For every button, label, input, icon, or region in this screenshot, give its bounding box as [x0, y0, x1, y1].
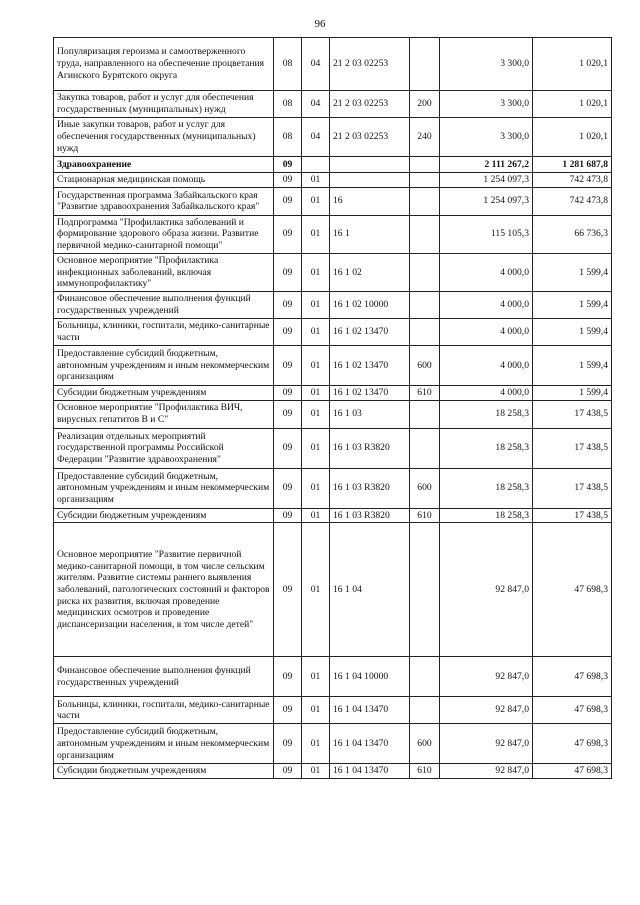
row-expense-type: 600	[410, 724, 440, 764]
row-target-article: 16 1 03 R3820	[330, 468, 410, 508]
row-target-article: 21 2 03 02253	[330, 38, 410, 91]
row-section: 09	[274, 253, 302, 291]
row-amount-planned: 1 254 097,3	[440, 187, 533, 215]
row-section: 08	[274, 118, 302, 157]
budget-table	[53, 37, 612, 779]
row-subsection: 01	[302, 657, 330, 697]
row-amount-executed: 47 698,3	[533, 523, 612, 657]
row-expense-type: 610	[410, 764, 440, 779]
row-subsection: 04	[302, 38, 330, 91]
page-number: 96	[314, 18, 326, 30]
row-name: Больницы, клиники, госпитали, медико-санитарные части	[54, 697, 274, 724]
row-subsection: 01	[302, 523, 330, 657]
row-section: 08	[274, 38, 302, 91]
row-section: 09	[274, 345, 302, 385]
table-row	[54, 118, 612, 157]
row-section: 09	[274, 508, 302, 523]
row-expense-type: 200	[410, 91, 440, 118]
row-target-article: 16 1 04	[330, 523, 410, 657]
row-expense-type	[410, 291, 440, 318]
row-expense-type	[410, 173, 440, 188]
row-expense-type	[410, 318, 440, 345]
row-name: Субсидии бюджетным учреждениям	[54, 385, 274, 400]
row-subsection: 01	[302, 253, 330, 291]
row-name: Реализация отдельных мероприятий государственной программы Российской Федерации "Развитие здравоохранения"	[54, 428, 274, 468]
row-subsection: 01	[302, 318, 330, 345]
table-row	[54, 318, 612, 345]
row-amount-executed: 47 698,3	[533, 697, 612, 724]
row-expense-type	[410, 523, 440, 657]
row-amount-planned: 18 258,3	[440, 468, 533, 508]
row-target-article: 16 1	[330, 215, 410, 253]
table-row	[54, 468, 612, 508]
table-row	[54, 291, 612, 318]
row-amount-planned: 18 258,3	[440, 428, 533, 468]
row-name: Государственная программа Забайкальского края "Развитие здравоохранения Забайкальского края"	[54, 187, 274, 215]
row-amount-executed: 17 438,5	[533, 468, 612, 508]
row-expense-type	[410, 428, 440, 468]
row-section: 09	[274, 291, 302, 318]
row-amount-executed: 17 438,5	[533, 428, 612, 468]
row-subsection: 04	[302, 118, 330, 157]
row-expense-type	[410, 215, 440, 253]
row-target-article: 16 1 02 13470	[330, 345, 410, 385]
row-expense-type	[410, 38, 440, 91]
row-target-article: 16 1 03 R3820	[330, 508, 410, 523]
row-name: Основное мероприятие "Развитие первичной медико-санитарной помощи, в том числе сельским жителям. Развитие системы раннего выявления заболеваний, патологических состояний и факторов риска их развития, включая проведение медицинских осмотров и проведение диспансеризации населения, в том числе детей"	[54, 523, 274, 657]
row-target-article: 16 1 03 R3820	[330, 428, 410, 468]
row-amount-executed: 1 599,4	[533, 318, 612, 345]
row-target-article	[330, 173, 410, 188]
row-target-article: 16 1 03	[330, 400, 410, 428]
table-body	[54, 38, 612, 779]
row-target-article: 16 1 04 13470	[330, 764, 410, 779]
row-expense-type	[410, 157, 440, 173]
row-section: 09	[274, 657, 302, 697]
table-row	[54, 764, 612, 779]
table-row	[54, 187, 612, 215]
row-name: Финансовое обеспечение выполнения функций государственных учреждений	[54, 291, 274, 318]
table-row	[54, 428, 612, 468]
row-expense-type: 610	[410, 385, 440, 400]
row-subsection: 04	[302, 91, 330, 118]
row-target-article: 16 1 02 10000	[330, 291, 410, 318]
table-row	[54, 657, 612, 697]
row-subsection: 01	[302, 400, 330, 428]
table-row	[54, 400, 612, 428]
row-subsection: 01	[302, 345, 330, 385]
table-row	[54, 345, 612, 385]
table-row	[54, 173, 612, 188]
row-amount-executed: 742 473,8	[533, 187, 612, 215]
row-subsection: 01	[302, 428, 330, 468]
row-amount-executed: 1 599,4	[533, 291, 612, 318]
row-amount-executed: 47 698,3	[533, 657, 612, 697]
row-name: Предоставление субсидий бюджетным, автономным учреждениям и иным некоммерческим организациям	[54, 468, 274, 508]
row-section: 09	[274, 318, 302, 345]
row-target-article: 16 1 02 13470	[330, 318, 410, 345]
row-name: Основное мероприятие "Профилактика ВИЧ, вирусных гепатитов В и С"	[54, 400, 274, 428]
row-name: Предоставление субсидий бюджетным, автономным учреждениям и иным некоммерческим организациям	[54, 345, 274, 385]
row-section: 09	[274, 215, 302, 253]
row-amount-planned: 18 258,3	[440, 400, 533, 428]
row-amount-executed: 1 020,1	[533, 91, 612, 118]
row-amount-planned: 18 258,3	[440, 508, 533, 523]
row-expense-type: 600	[410, 468, 440, 508]
row-expense-type	[410, 253, 440, 291]
row-amount-executed: 17 438,5	[533, 508, 612, 523]
row-name: Финансовое обеспечение выполнения функций государственных учреждений	[54, 657, 274, 697]
table-row	[54, 385, 612, 400]
row-name: Закупка товаров, работ и услуг для обеспечения государственных (муниципальных) нужд	[54, 91, 274, 118]
row-amount-planned: 3 300,0	[440, 38, 533, 91]
row-amount-planned: 4 000,0	[440, 345, 533, 385]
row-name: Больницы, клиники, госпитали, медико-санитарные части	[54, 318, 274, 345]
table-row	[54, 523, 612, 657]
row-subsection	[302, 157, 330, 173]
row-amount-executed: 1 281 687,8	[533, 157, 612, 173]
row-amount-executed: 47 698,3	[533, 724, 612, 764]
row-section: 09	[274, 468, 302, 508]
row-subsection: 01	[302, 215, 330, 253]
row-amount-planned: 3 300,0	[440, 118, 533, 157]
row-subsection: 01	[302, 724, 330, 764]
row-subsection: 01	[302, 764, 330, 779]
row-name: Подпрограмма "Профилактика заболеваний и формирование здорового образа жизни. Развитие первичной медико-санитарной помощи"	[54, 215, 274, 253]
row-target-article: 16 1 04 13470	[330, 697, 410, 724]
row-amount-planned: 92 847,0	[440, 697, 533, 724]
row-subsection: 01	[302, 291, 330, 318]
row-amount-executed: 1 020,1	[533, 118, 612, 157]
table-row	[54, 91, 612, 118]
row-target-article: 16 1 02	[330, 253, 410, 291]
table-row	[54, 157, 612, 173]
row-amount-planned: 115 105,3	[440, 215, 533, 253]
row-amount-executed: 47 698,3	[533, 764, 612, 779]
row-section: 09	[274, 385, 302, 400]
row-amount-planned: 3 300,0	[440, 91, 533, 118]
table-row	[54, 253, 612, 291]
row-section: 09	[274, 724, 302, 764]
row-expense-type: 600	[410, 345, 440, 385]
row-name: Иные закупки товаров, работ и услуг для обеспечения государственных (муниципальных) нужд	[54, 118, 274, 157]
row-subsection: 01	[302, 187, 330, 215]
row-amount-planned: 4 000,0	[440, 318, 533, 345]
row-subsection: 01	[302, 697, 330, 724]
row-section: 09	[274, 428, 302, 468]
row-amount-executed: 1 020,1	[533, 38, 612, 91]
row-expense-type	[410, 400, 440, 428]
row-expense-type	[410, 187, 440, 215]
row-amount-executed: 17 438,5	[533, 400, 612, 428]
row-subsection: 01	[302, 385, 330, 400]
table-row	[54, 215, 612, 253]
row-section: 09	[274, 173, 302, 188]
row-expense-type: 610	[410, 508, 440, 523]
row-amount-planned: 1 254 097,3	[440, 173, 533, 188]
row-amount-executed: 66 736,3	[533, 215, 612, 253]
row-section: 09	[274, 697, 302, 724]
row-section: 09	[274, 400, 302, 428]
row-amount-planned: 4 000,0	[440, 291, 533, 318]
row-amount-executed: 1 599,4	[533, 385, 612, 400]
row-section: 09	[274, 523, 302, 657]
row-subsection: 01	[302, 468, 330, 508]
row-section: 09	[274, 157, 302, 173]
row-expense-type: 240	[410, 118, 440, 157]
row-amount-planned: 92 847,0	[440, 724, 533, 764]
row-amount-planned: 2 111 267,2	[440, 157, 533, 173]
row-target-article: 16 1 02 13470	[330, 385, 410, 400]
table-row	[54, 724, 612, 764]
row-target-article	[330, 157, 410, 173]
row-name: Субсидии бюджетным учреждениям	[54, 764, 274, 779]
row-amount-executed: 1 599,4	[533, 345, 612, 385]
row-expense-type	[410, 697, 440, 724]
table-row	[54, 508, 612, 523]
row-name: Предоставление субсидий бюджетным, автономным учреждениям и иным некоммерческим организациям	[54, 724, 274, 764]
row-amount-planned: 92 847,0	[440, 657, 533, 697]
row-amount-planned: 92 847,0	[440, 764, 533, 779]
row-amount-planned: 4 000,0	[440, 385, 533, 400]
row-amount-planned: 92 847,0	[440, 523, 533, 657]
row-name: Субсидии бюджетным учреждениям	[54, 508, 274, 523]
row-target-article: 21 2 03 02253	[330, 91, 410, 118]
row-subsection: 01	[302, 508, 330, 523]
table-row	[54, 38, 612, 91]
row-amount-executed: 1 599,4	[533, 253, 612, 291]
row-subsection: 01	[302, 173, 330, 188]
row-section: 09	[274, 764, 302, 779]
row-target-article: 21 2 03 02253	[330, 118, 410, 157]
row-name: Стационарная медицинская помощь	[54, 173, 274, 188]
row-expense-type	[410, 657, 440, 697]
row-target-article: 16 1 04 10000	[330, 657, 410, 697]
row-name: Основное мероприятие "Профилактика инфекционных заболеваний, включая иммунопрофилактику"	[54, 253, 274, 291]
row-amount-planned: 4 000,0	[440, 253, 533, 291]
row-name: Популяризация героизма и самоотверженного труда, направленного на обеспечение процветания Агинского Бурятского округа	[54, 38, 274, 91]
row-target-article: 16	[330, 187, 410, 215]
table-row	[54, 697, 612, 724]
row-section: 08	[274, 91, 302, 118]
row-name: Здравоохранение	[54, 157, 274, 173]
row-amount-executed: 742 473,8	[533, 173, 612, 188]
row-target-article: 16 1 04 13470	[330, 724, 410, 764]
row-section: 09	[274, 187, 302, 215]
